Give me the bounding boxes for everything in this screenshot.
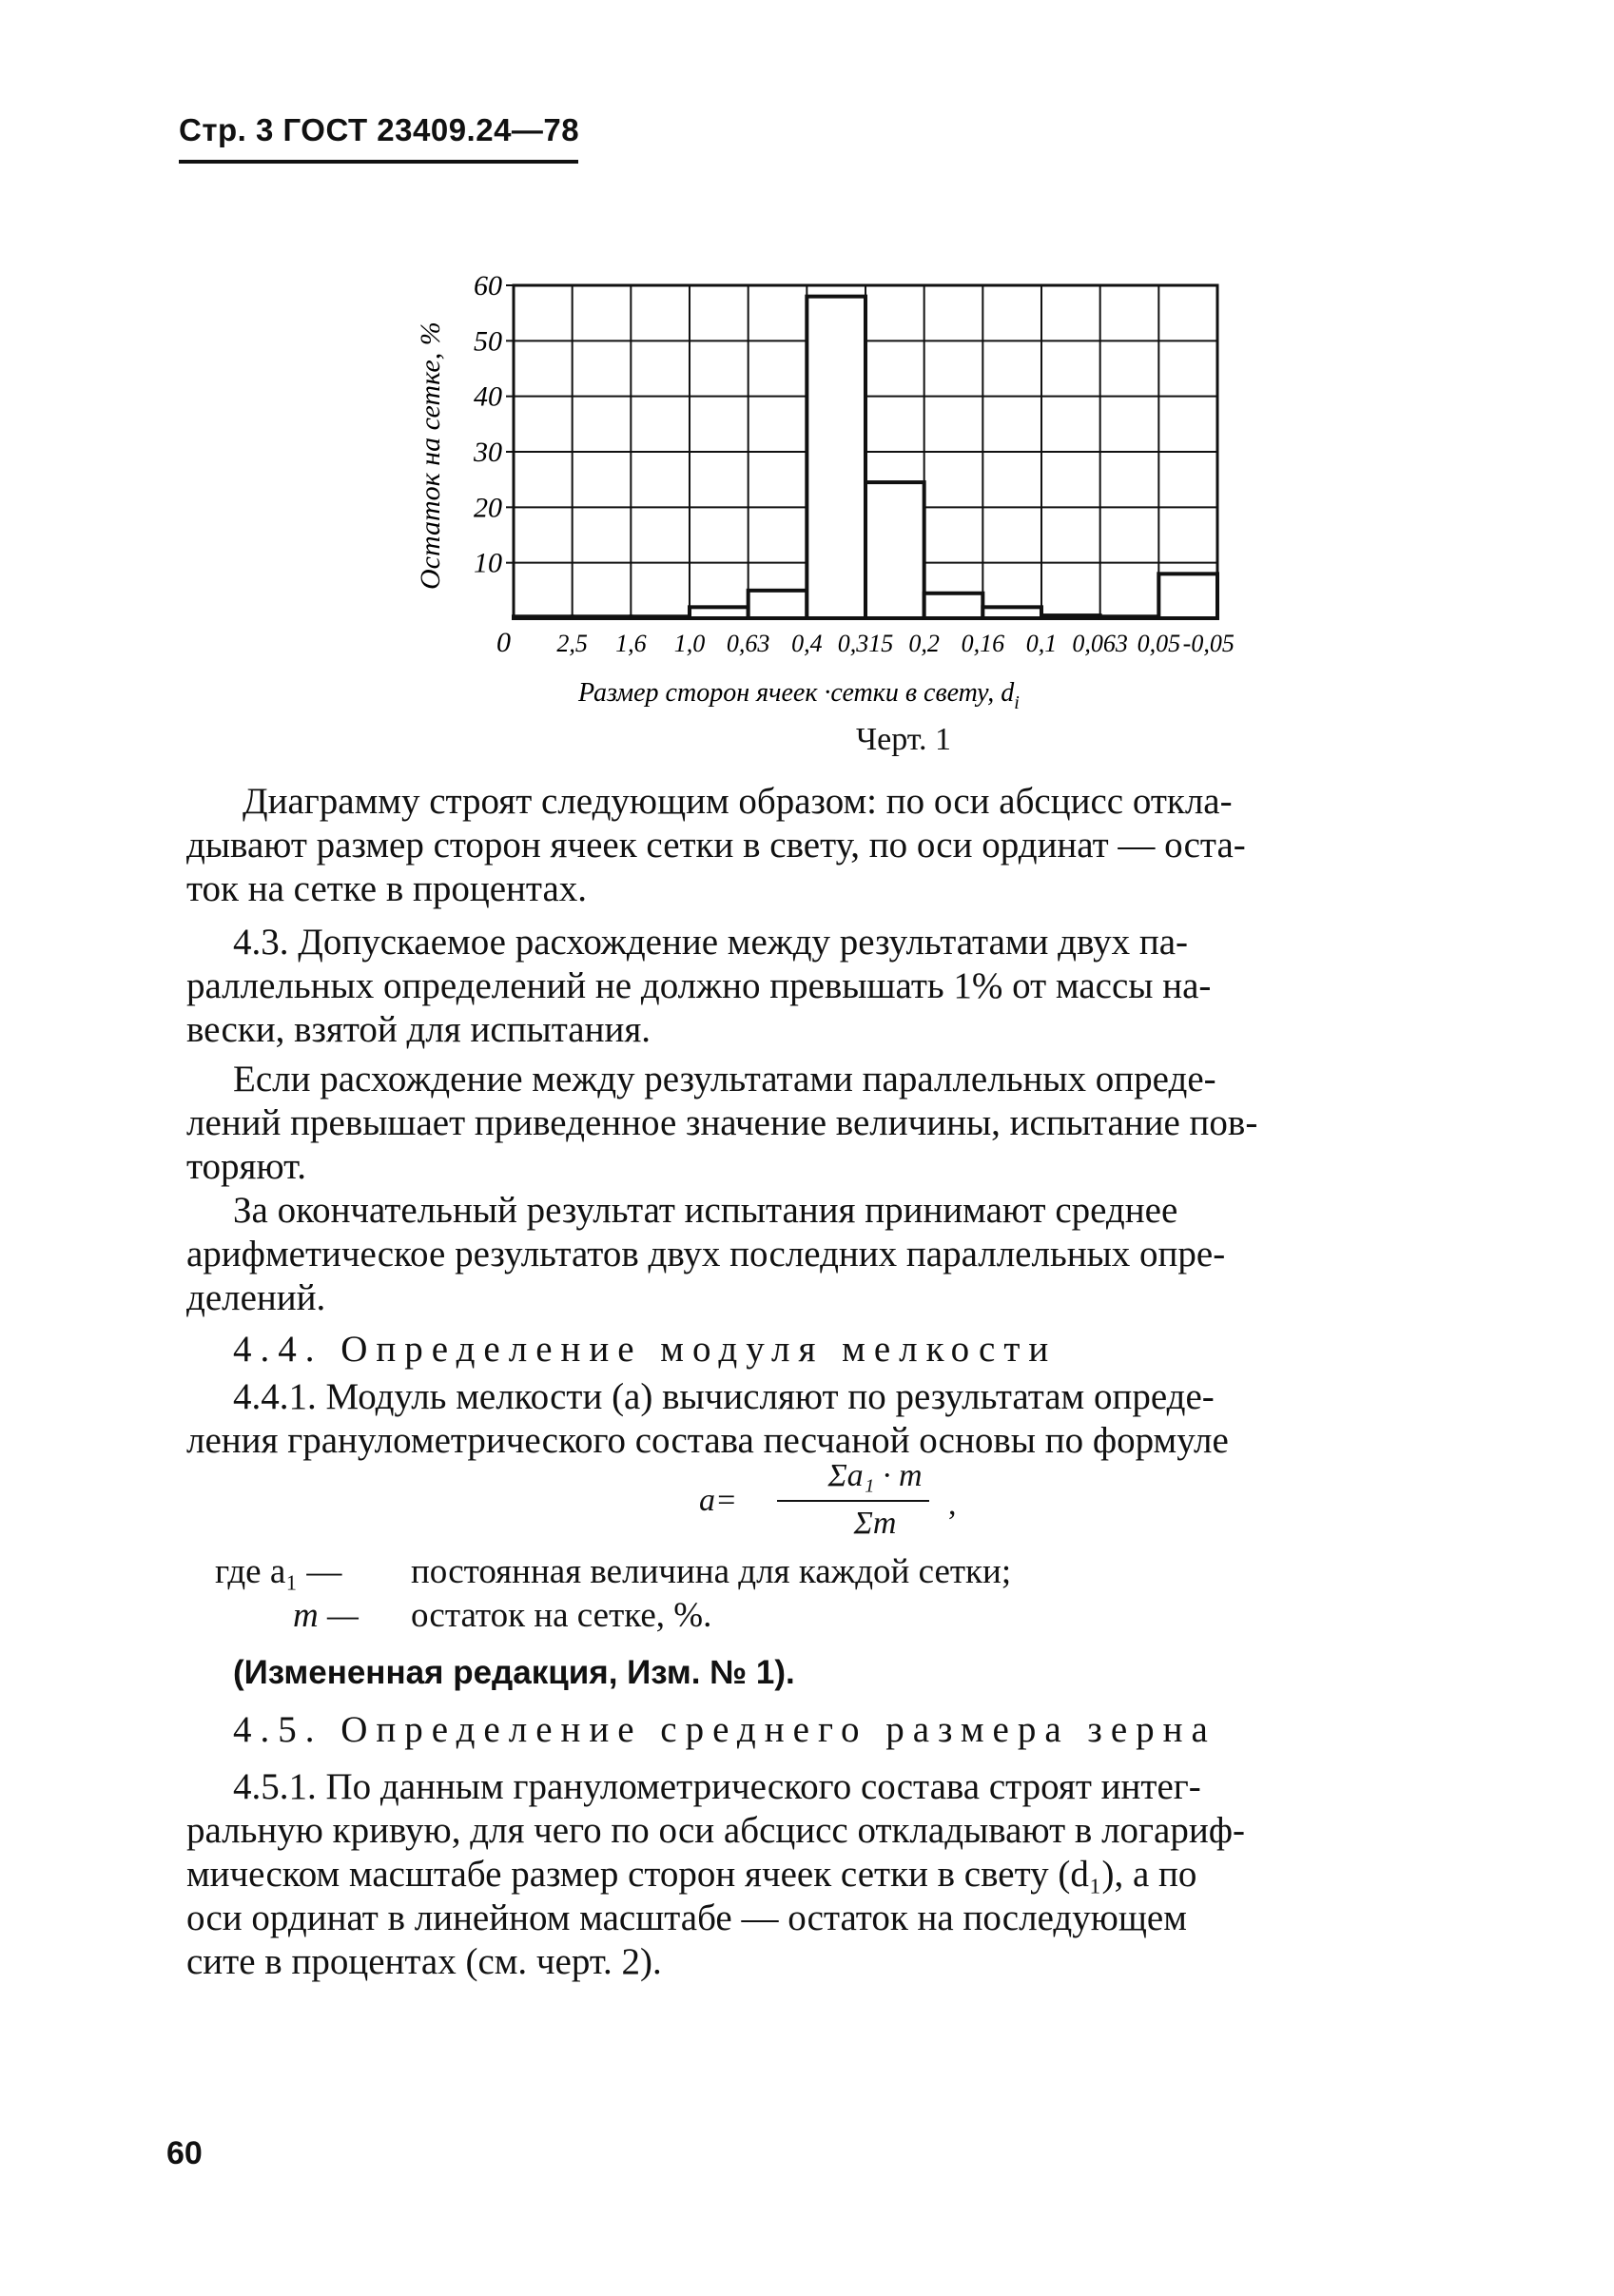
para-1-line-1: Диаграмму строят следующим образом: по оси абсцисс откла- <box>243 781 1233 822</box>
para-5-line-1: 4.4.1. Модуль мелкости (a) вычисляют по результатам опреде- <box>233 1376 1215 1417</box>
origin-label: 0 <box>496 627 511 658</box>
para-6-line-2: ральную кривую, для чего по оси абсцисс откладывают в логариф- <box>186 1810 1245 1851</box>
header-rule <box>179 160 578 164</box>
para-6-line-1: 4.5.1. По данным гранулометрического состава строят интег- <box>233 1766 1201 1807</box>
x-tick-label: 1,6 <box>615 630 647 657</box>
bar-0,63 <box>690 607 749 618</box>
bar-1,0 <box>631 616 690 618</box>
chart-bars <box>514 297 1217 618</box>
x-tick-label: 2,5 <box>556 630 588 657</box>
amendment-note: (Измененная редакция, Изм. № 1). <box>233 1654 795 1691</box>
where-m-text: остаток на сетке, %. <box>411 1596 712 1635</box>
y-tick-label: 40 <box>474 380 502 413</box>
histogram-chart <box>399 262 1313 709</box>
formula-comma: , <box>948 1487 957 1522</box>
para-4-line-2: арифметическое результатов двух последних параллельных опре- <box>186 1234 1226 1274</box>
bar-2,5 <box>514 616 573 618</box>
bar-0,063 <box>1041 615 1100 618</box>
y-tick-label: 20 <box>474 492 502 524</box>
x-tick-label: -0,05 <box>1182 630 1235 657</box>
bar-0,1 <box>982 607 1041 618</box>
x-tick-label: 0,2 <box>908 630 940 657</box>
chart-x-ticks <box>556 630 1234 657</box>
section-4-4-heading: 4.4. Определение модуля мелкости <box>233 1329 1058 1370</box>
y-tick-label: 10 <box>474 547 502 579</box>
bar-0,315 <box>807 297 865 618</box>
x-tick-label: 0,063 <box>1072 630 1128 657</box>
x-tick-label: 0,1 <box>1025 630 1058 657</box>
para-5-line-2: ления гранулометрического состава песчаной основы по формуле <box>186 1420 1229 1461</box>
x-tick-label: 0,4 <box>791 630 823 657</box>
x-tick-label: 0,315 <box>837 630 894 657</box>
y-tick-label: 50 <box>474 325 502 358</box>
x-axis-label-sub: i <box>1014 692 1020 709</box>
where-a-text: постоянная величина для каждой сетки; <box>411 1552 1012 1591</box>
formula-fraction-bar <box>777 1500 929 1502</box>
x-tick-label: 1,0 <box>673 630 706 657</box>
running-header: Стр. 3 ГОСТ 23409.24—78 <box>179 112 580 147</box>
bar-0,4 <box>749 591 807 618</box>
formula-denominator: Σm <box>853 1506 897 1541</box>
para-2-line-2: раллельных определений не должно превышать 1% от массы на- <box>186 965 1212 1006</box>
bar-0,05 <box>1100 616 1159 618</box>
x-axis-label: Размер сторон ячеек ·сетки в свету, $d_i$ <box>577 678 1020 709</box>
x-tick-label: 0,16 <box>961 630 1005 657</box>
bar-1,6 <box>573 616 632 618</box>
formula-fineness-modulus <box>699 1450 965 1555</box>
bar-0,2 <box>865 482 924 618</box>
para-6-line-3: мическом масштабе размер сторон ячеек сетки в свету (d₁), а по <box>186 1854 1197 1895</box>
chart-y-ticks <box>473 270 514 579</box>
bar--0,05 <box>1158 574 1217 618</box>
y-tick-label: 30 <box>474 437 502 468</box>
y-axis-label: Остаток на сетке, % <box>415 321 446 590</box>
page-number: 60 <box>166 2135 203 2171</box>
section-4-5-heading: 4.5. Определение среднего размера зерна <box>233 1709 1216 1750</box>
x-tick-label: 0,63 <box>726 630 770 657</box>
para-3-line-3: торяют. <box>186 1146 306 1187</box>
x-tick-label: 0,05 <box>1137 630 1181 657</box>
para-6-line-5: сите в процентах (см. черт. 2). <box>186 1941 662 1982</box>
para-3-line-1: Если расхождение между результатами параллельных опреде- <box>233 1059 1216 1099</box>
where-m-label: m — <box>293 1596 359 1635</box>
where-a-label: где a₁ — <box>215 1552 342 1591</box>
para-1-line-2: дывают размер сторон ячеек сетки в свету, по оси ординат — оста- <box>186 825 1246 866</box>
para-6-line-4: оси ординат в линейном масштабе — остаток на последующем <box>186 1897 1187 1938</box>
para-4-line-3: делений. <box>186 1277 326 1318</box>
para-3-line-2: лений превышает приведенное значение величины, испытание пов- <box>186 1102 1258 1143</box>
formula-lhs: a= <box>699 1483 737 1518</box>
formula-numerator: Σa₁ · m <box>827 1458 923 1493</box>
para-2-line-3: вески, взятой для испытания. <box>186 1009 651 1050</box>
figure-caption: Черт. 1 <box>856 722 952 757</box>
para-4-line-1: За окончательный результат испытания принимают среднее <box>233 1190 1178 1231</box>
y-tick-label: 60 <box>474 270 502 302</box>
para-2-line-1: 4.3. Допускаемое расхождение между результатами двух па- <box>233 922 1189 963</box>
para-1-line-3: ток на сетке в процентах. <box>186 868 588 909</box>
bar-0,16 <box>924 593 983 618</box>
